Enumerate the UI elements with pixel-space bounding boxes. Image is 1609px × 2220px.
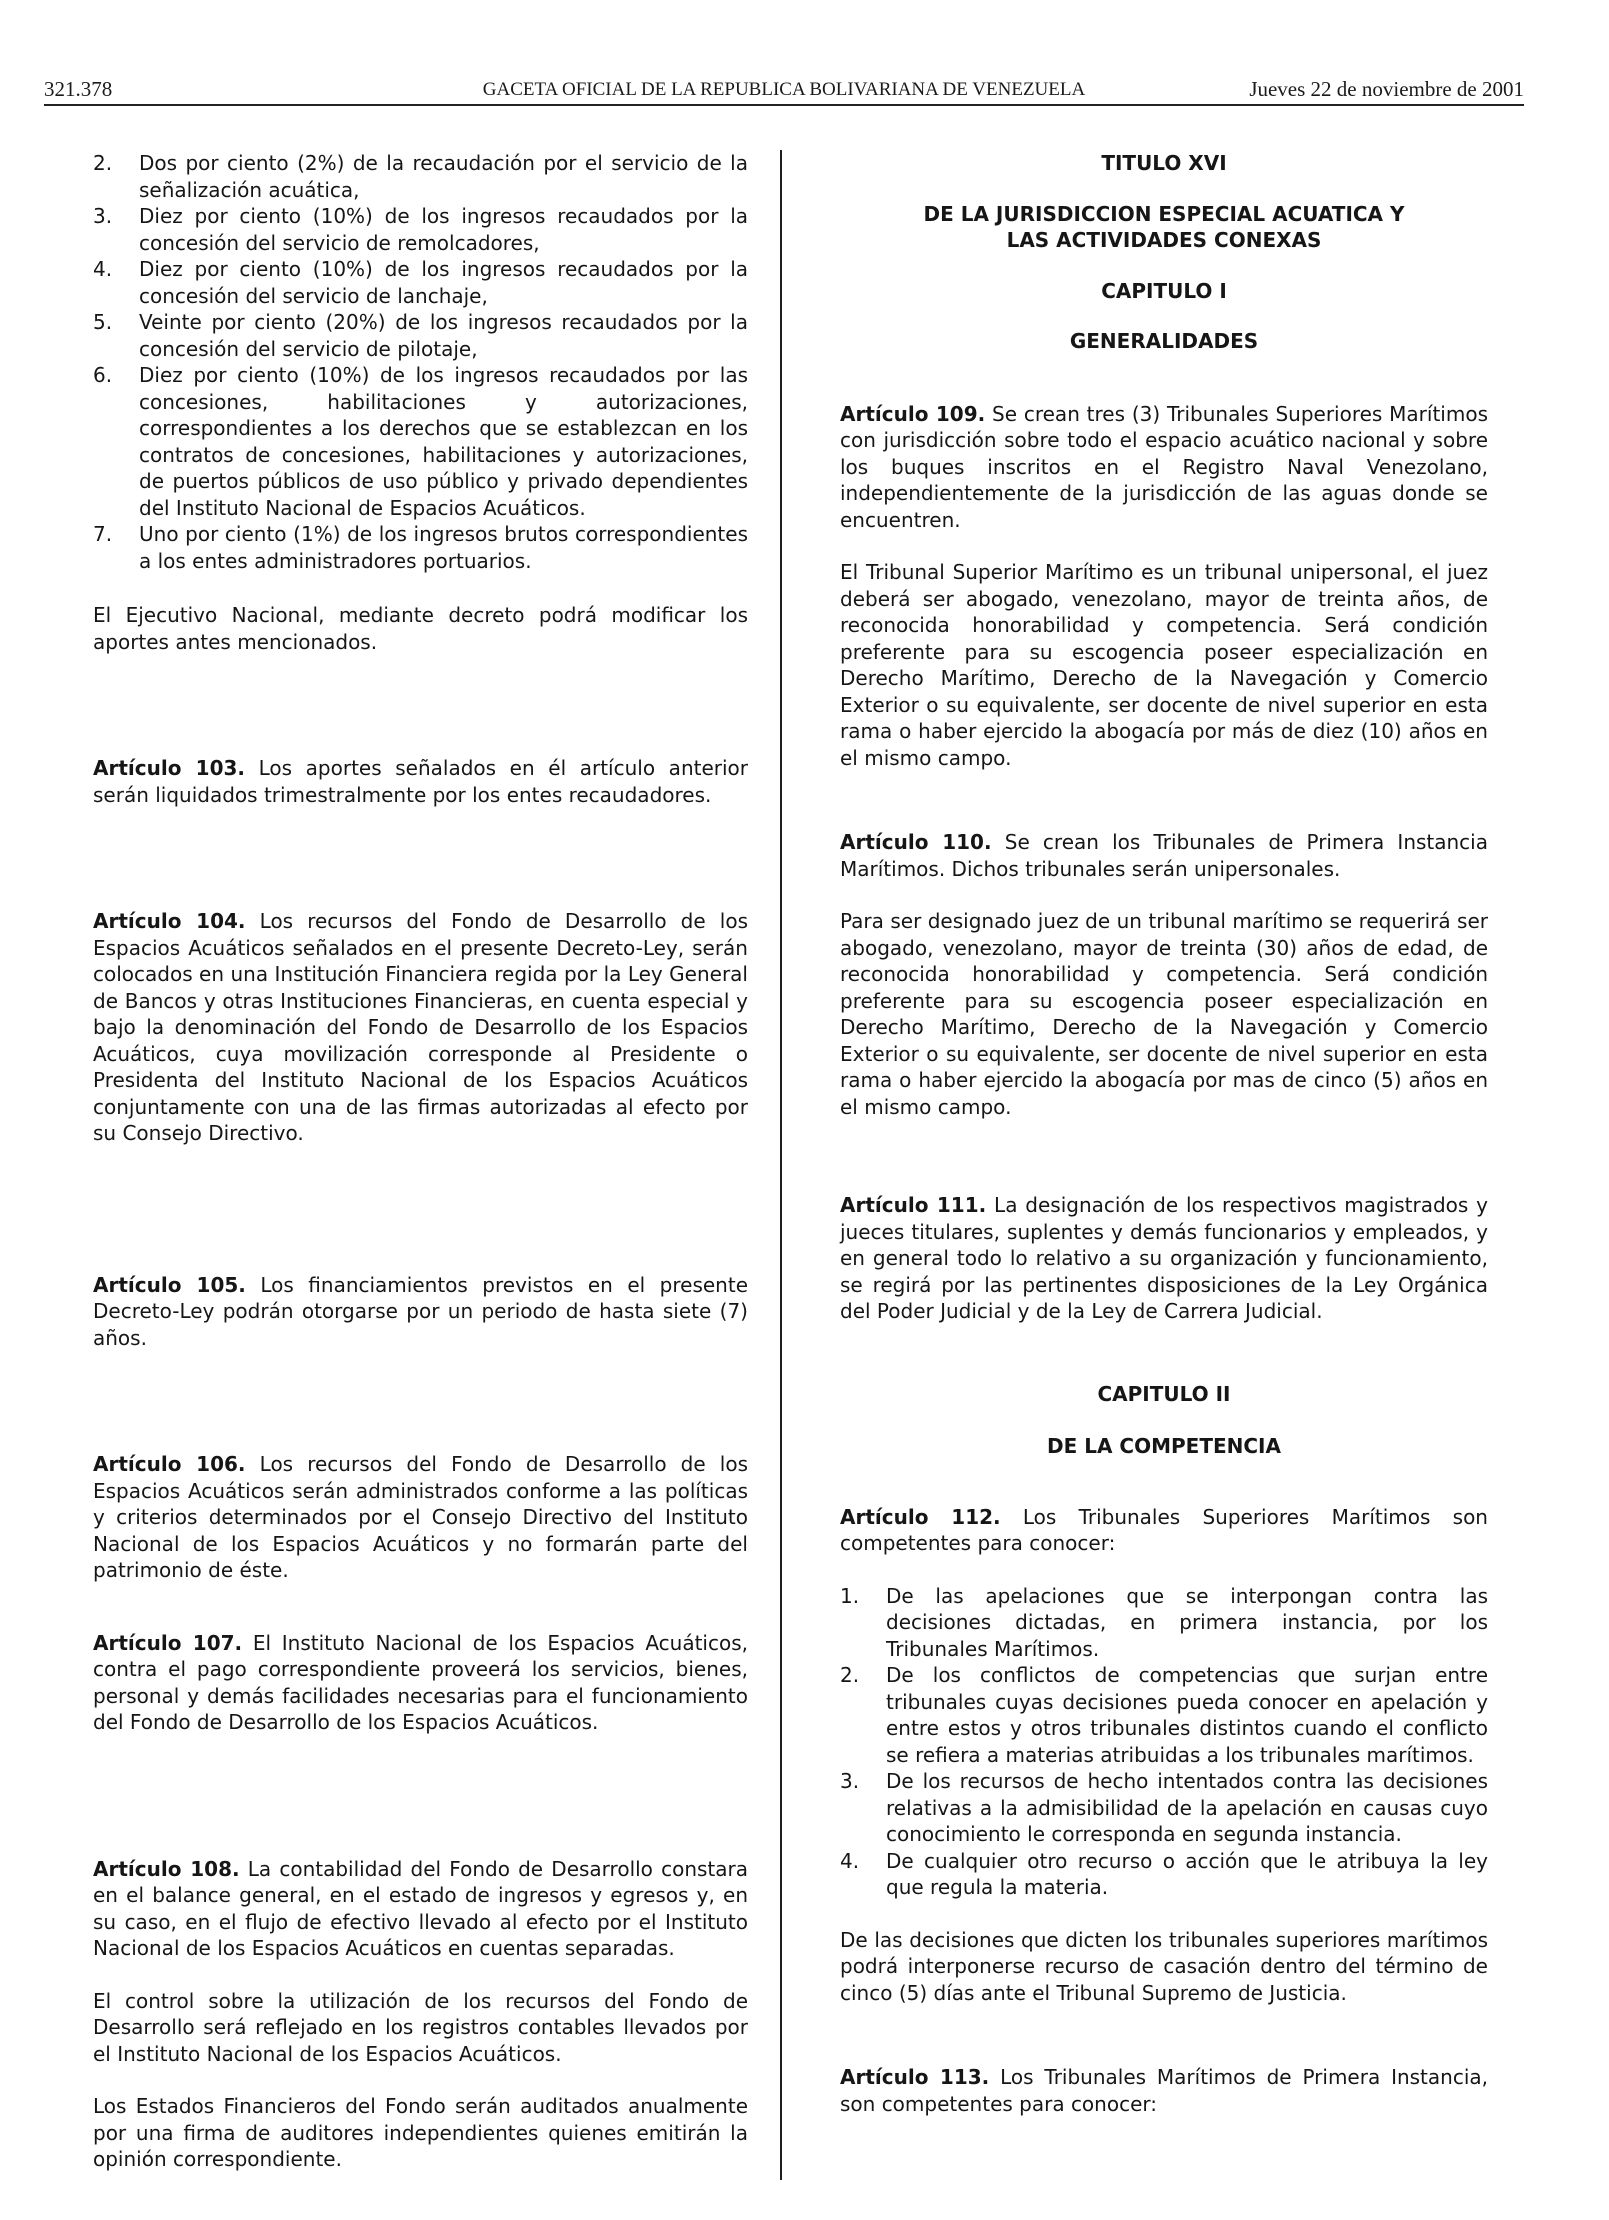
list-item: 2. De los conflictos de competencias que surjan entre tribunales cuyas decisiones pueda conocer en apelación y entre estos y otros tribunales distintos cuando el conflicto se refiera a materias atribuidas a los tribunales marítimos. (840, 1663, 1488, 1767)
column-divider (780, 150, 782, 2180)
list-item: 6. Diez por ciento (10%) de los ingresos recaudados por las concesiones, habilitaciones y autorizaciones, correspondientes a los derechos que se establezcan en los contratos de concesiones, habilitaciones y autorizaciones, de puertos públicos de uso público y privado dependientes del Instituto Nacional de Espacios Acuáticos. (93, 363, 748, 520)
list-item: 7. Uno por ciento (1%) de los ingresos brutos correspondientes a los entes administradores portuarios. (93, 522, 748, 573)
left-column (93, 150, 748, 2173)
article-107: Artículo 107. El Instituto Nacional de los Espacios Acuáticos, contra el pago correspondiente proveerá los servicios, bienes, personal y demás facilidades necesarias para el funcionamiento del Fondo de Desarrollo de los Espacios Acuáticos. (93, 1630, 748, 1734)
paragraph-tribunal-superior: El Tribunal Superior Marítimo es un tribunal unipersonal, el juez deberá ser abogado, venezolano, mayor de treinta años, de reconocida honorabilidad y competencia. Será condición preferente para su escogencia poseer especialización en Derecho Marítimo, Derecho de la Navegación y Comercio Exterior o su equivalente, ser docente de nivel superior en esta rama o haber ejercido la abogacía por más de diez (10) años en el mismo campo. (840, 560, 1488, 770)
paragraph-estados: Los Estados Financieros del Fondo serán auditados anualmente por una firma de auditores independientes quienes emitirán la opinión correspondiente. (93, 2094, 748, 2171)
publication-date: Jueves 22 de noviembre de 2001 (1249, 77, 1524, 101)
article-106: Artículo 106. Los recursos del Fondo de Desarrollo de los Espacios Acuáticos serán administrados conforme a las políticas y criterios determinados por el Consejo Directivo del Instituto Nacional de los Espacios Acuáticos y no formarán parte del patrimonio de éste. (93, 1452, 749, 1582)
article-109: Artículo 109. Se crean tres (3) Tribunales Superiores Marítimos con jurisdicción sobre todo el espacio acuático nacional y sobre los buques inscritos en el Registro Naval Venezolano, independientemente de la jurisdicción de las aguas donde se encuentren. (840, 401, 1488, 532)
gazette-title: GACETA OFICIAL DE LA REPUBLICA BOLIVARIANA DE VENEZUELA (482, 79, 1086, 100)
article-108: Artículo 108. La contabilidad del Fondo de Desarrollo constara en el balance general, en el estado de ingresos y egresos y, en su caso, en el flujo de efectivo llevado al efecto por el Instituto Nacional de los Espacios Acuáticos en cuentas separadas. (93, 1856, 748, 1960)
list-item: 1. De las apelaciones que se interpongan contra las decisiones dictadas, en primera instancia, por los Tribunales Marítimos. (840, 1583, 1488, 1661)
paragraph-control: El control sobre la utilización de los recursos del Fondo de Desarrollo será reflejado en los registros contables llevados por el Instituto Nacional de los Espacios Acuáticos. (93, 1988, 748, 2066)
right-column (840, 150, 1488, 2117)
list-item: 4. De cualquier otro recurso o acción que le atribuya la ley que regula la materia. (840, 1848, 1488, 1899)
page-header (44, 74, 1524, 106)
page-number: 321.378 (44, 77, 113, 101)
list-item: 4. Diez por ciento (10%) de los ingresos recaudados por la concesión del servicio de lanchaje, (93, 257, 748, 308)
paragraph-ejecutivo: El Ejecutivo Nacional, mediante decreto podrá modificar los aportes antes mencionados. (93, 603, 748, 654)
article-104: Artículo 104. Los recursos del Fondo de Desarrollo de los Espacios Acuáticos señalados en el presente Decreto-Ley, serán colocados en una Institución Financiera regida por la Ley General de Bancos y otras Instituciones Financieras, en cuenta especial y bajo la denominación del Fondo de Desarrollo de los Espacios Acuáticos, cuya movilización corresponde al Presidente o Presidenta del Instituto Nacional de los Espacios Acuáticos conjuntamente con una de las firmas autorizadas al efecto por su Consejo Directivo. (93, 909, 749, 1145)
competencias-list (840, 1583, 1488, 1901)
article-113: Artículo 113. Los Tribunales Marítimos de Primera Instancia, son competentes para conocer: (840, 2065, 1489, 2116)
list-item: 2. Dos por ciento (2%) de la recaudación por el servicio de la señalización acuática, (93, 151, 748, 202)
paragraph-designado: Para ser designado juez de un tribunal marítimo se requerirá ser abogado, venezolano, mayor de treinta (30) años de edad, de reconocida honorabilidad y competencia. Será condición preferente para su escogencia poseer especialización en Derecho Marítimo, Derecho de la Navegación y Comercio Exterior o su equivalente, ser docente de nivel superior en esta rama o haber ejercido la abogacía por mas de cinco (5) años en el mismo campo. (840, 909, 1488, 1119)
titulo-heading: TITULO XVI (1101, 151, 1227, 175)
list-item: 3. Diez por ciento (10%) de los ingresos recaudados por la concesión del servicio de remolcadores, (93, 204, 748, 255)
article-112: Artículo 112. Los Tribunales Superiores Marítimos son competentes para conocer: (840, 1504, 1488, 1555)
titulo-subheading: DE LA JURISDICCION ESPECIAL ACUATICA Y LAS ACTIVIDADES CONEXAS (923, 201, 1405, 252)
list-item: 3. De los recursos de hecho intentados contra las decisiones relativas a la admisibilidad de la apelación en causas cuyo conocimiento le corresponda en segunda instancia. (840, 1769, 1488, 1846)
article-105: Artículo 105. Los financiamientos previstos en el presente Decreto-Ley podrán otorgarse por un periodo de hasta siete (7) años. (93, 1272, 749, 1350)
capitulo-1-subheading: GENERALIDADES (1069, 329, 1259, 353)
capitulo-2-subheading: DE LA COMPETENCIA (1047, 1434, 1281, 1458)
paragraph-casacion: De las decisiones que dicten los tribunales superiores marítimos podrá interponerse recurso de casación dentro del término de cinco (5) días ante el Tribunal Supremo de Justicia. (840, 1927, 1488, 2005)
capitulo-1-heading: CAPITULO I (1101, 278, 1227, 303)
article-103: Artículo 103. Los aportes señalados en él artículo anterior serán liquidados trimestralmente por los entes recaudadores. (93, 756, 748, 807)
capitulo-2-heading: CAPITULO II (1097, 1381, 1231, 1406)
article-110: Artículo 110. Se crean los Tribunales de Primera Instancia Marítimos. Dichos tribunales serán unipersonales. (840, 830, 1488, 881)
article-111: Artículo 111. La designación de los respectivos magistrados y jueces titulares, suplentes y demás funcionarios y empleados, y en general todo lo relativo a su organización y funcionamiento, se regirá por las pertinentes disposiciones de la Ley Orgánica del Poder Judicial y de la Ley de Carrera Judicial. (840, 1193, 1488, 1323)
list-item: 5. Veinte por ciento (20%) de los ingresos recaudados por la concesión del servicio de pilotaje, (93, 310, 748, 361)
